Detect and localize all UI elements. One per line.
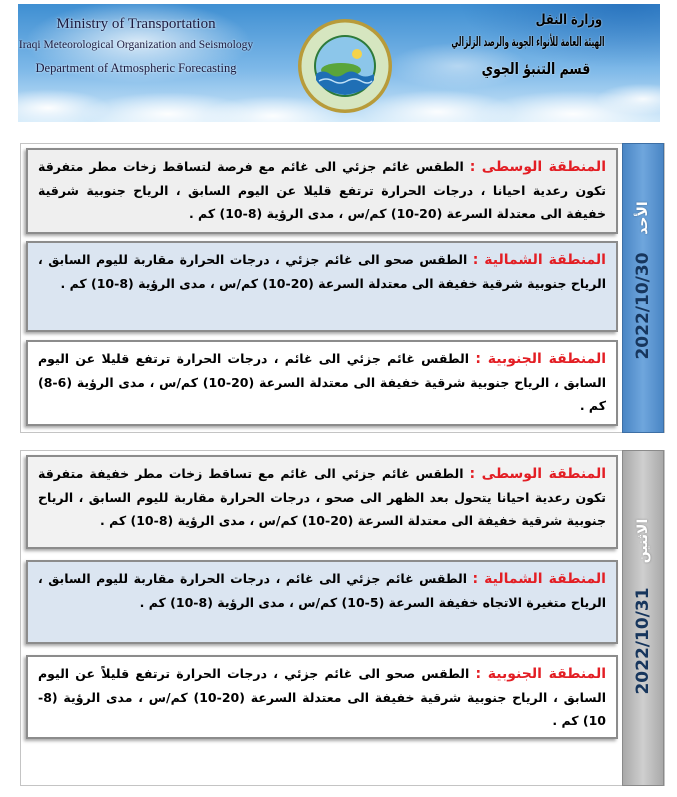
- forecast-description: الطقس صحو الى غائم جزئي ، درجات الحرارة مقاربة لليوم السابق ، الرياح جنوبية شرقية خفيفة الى معتدلة السرعة (20-10) كم/س ، مدى الرؤية (8-10) كم .: [38, 252, 606, 291]
- ministry-name-arabic: وزارة النقل: [535, 12, 602, 28]
- region-label: المنطقة الوسطى :: [469, 159, 606, 175]
- day-bar: [622, 450, 664, 786]
- day-bar: [622, 143, 664, 433]
- forecast-text: [38, 662, 606, 732]
- ministry-name-english: Ministry of Transportation: [56, 16, 216, 32]
- forecast-text: [38, 155, 606, 225]
- forecast-text: [38, 462, 606, 532]
- forecast-date: 2022/10/30: [633, 252, 653, 360]
- forecast-box-northern: [26, 241, 618, 332]
- organization-seal-icon: [297, 18, 393, 114]
- organization-name-english: Iraqi Meteorological Organization and Seismology: [18, 39, 254, 51]
- region-label: المنطقة الجنوبية :: [475, 666, 606, 682]
- day-name: الاثنين: [635, 518, 651, 564]
- header-banner: [18, 4, 660, 122]
- forecast-description: الطقس غائم جزئي الى غائم مع فرصة لتساقط زخات مطر متفرقة تكون رعدية احيانا ، درجات الحرارة ترتفع قليلا عن اليوم السابق ، الرياح جنوبية شرقية خفيفة الى معتدلة السرعة (20-10) كم/س ، مدى الرؤية (8-10) كم .: [38, 159, 606, 221]
- day-name: الأحد: [635, 201, 651, 235]
- forecast-description: الطقس غائم جزئي الى غائم ، درجات الحرارة مقاربة لليوم السابق ، الرياح متغيرة الاتجاه خفيفة السرعة (5-10) كم/س ، مدى الرؤية (8-10) كم .: [38, 571, 606, 610]
- region-label: المنطقة الشمالية :: [472, 571, 606, 587]
- forecast-box-central: [26, 455, 618, 549]
- seal-sun: [352, 49, 362, 59]
- department-name-arabic: قسم التنبؤ الجوي: [481, 59, 590, 78]
- forecast-box-southern: [26, 655, 618, 739]
- forecast-box-northern: [26, 560, 618, 644]
- forecast-box-southern: [26, 340, 618, 426]
- organization-name-arabic: الهيئة العامة للأنواء الجوية والرصد الزلزالي: [451, 35, 605, 50]
- forecast-text: [38, 347, 606, 417]
- department-name-english: Department of Atmospheric Forecasting: [35, 61, 237, 75]
- forecast-text: [38, 567, 606, 614]
- forecast-description: الطقس غائم جزئي الى غائم ، درجات الحرارة ترتفع قليلا عن اليوم السابق ، الرياح جنوبية شرقية خفيفة الى معتدلة السرعة (20-10) كم/س ، مدى الرؤية (6-8) كم .: [38, 351, 606, 413]
- forecast-description: الطقس صحو الى غائم جزئي ، درجات الحرارة ترتفع قليلاً عن اليوم السابق ، الرياح جنوبية شرقية خفيفة الى معتدلة السرعة (20-10) كم/س ، مدى الرؤية (8-10) كم .: [38, 666, 606, 728]
- forecast-box-central: [26, 148, 618, 234]
- region-label: المنطقة الجنوبية :: [475, 351, 607, 367]
- forecast-description: الطقس غائم جزئي الى غائم مع تساقط زخات مطر خفيفة متفرقة تكون رعدية احيانا يتحول بعد الظهر الى صحو ، درجات الحرارة مقاربة لليوم السابق ، الرياح جنوبية شرقية خفيفة الى معتدلة السرعة (20-10) كم/س ، مدى الرؤية (8-10) كم .: [38, 466, 606, 528]
- forecast-text: [38, 248, 606, 295]
- region-label: المنطقة الوسطى :: [469, 466, 606, 482]
- region-label: المنطقة الشمالية :: [472, 252, 606, 268]
- forecast-date: 2022/10/31: [633, 587, 653, 695]
